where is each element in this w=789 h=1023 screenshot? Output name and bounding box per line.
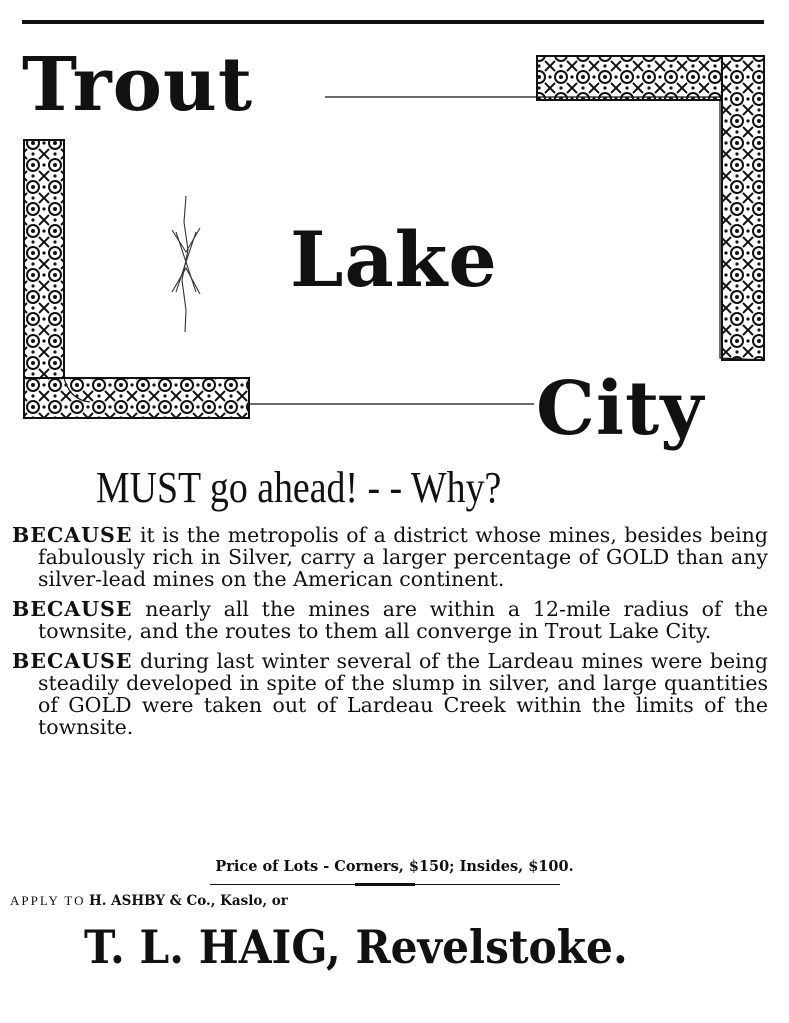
right-border-icon <box>537 56 764 360</box>
paragraph-lead: BECAUSE <box>12 649 133 673</box>
paragraph-lead: BECAUSE <box>12 597 133 621</box>
title-trout: Trout <box>22 42 254 128</box>
footer-name: T. L. HAIG, Revelstoke. <box>84 920 628 974</box>
paragraph-1 <box>12 524 768 590</box>
apply-prefix: APPLY TO <box>10 893 86 908</box>
divider-rule-accent <box>355 883 415 886</box>
price-line: Price of Lots - Corners, $150; Insides, $100. <box>215 858 574 875</box>
headline: MUST go ahead! - - Why? <box>96 463 502 512</box>
title-city: City <box>536 366 705 452</box>
paragraph-lead: BECAUSE <box>12 523 133 547</box>
compass-sketch-icon <box>172 196 200 332</box>
paragraph-text: during last winter several of the Lardeau mines were being steadily developed in spite of the slump in silver, and large quantities of GOLD were taken out of Lardeau Creek within the limits of the townsite. <box>38 649 768 739</box>
paragraph-text: nearly all the mines are within a 12-mile radius of the townsite, and the routes to them all converge in Trout Lake City. <box>38 597 768 643</box>
body-paragraphs <box>12 524 768 746</box>
left-border-icon <box>24 140 249 418</box>
paragraph-3 <box>12 650 768 738</box>
apply-line <box>10 893 288 910</box>
apply-agent: H. ASHBY & Co., Kaslo, or <box>89 893 288 909</box>
paragraph-2 <box>12 598 768 642</box>
paragraph-text: it is the metropolis of a district whose mines, besides being fabulously rich in Silver, carry a larger percentage of GOLD than any silver-lead mines on the American continent. <box>38 523 768 591</box>
title-lake: Lake <box>290 215 498 304</box>
